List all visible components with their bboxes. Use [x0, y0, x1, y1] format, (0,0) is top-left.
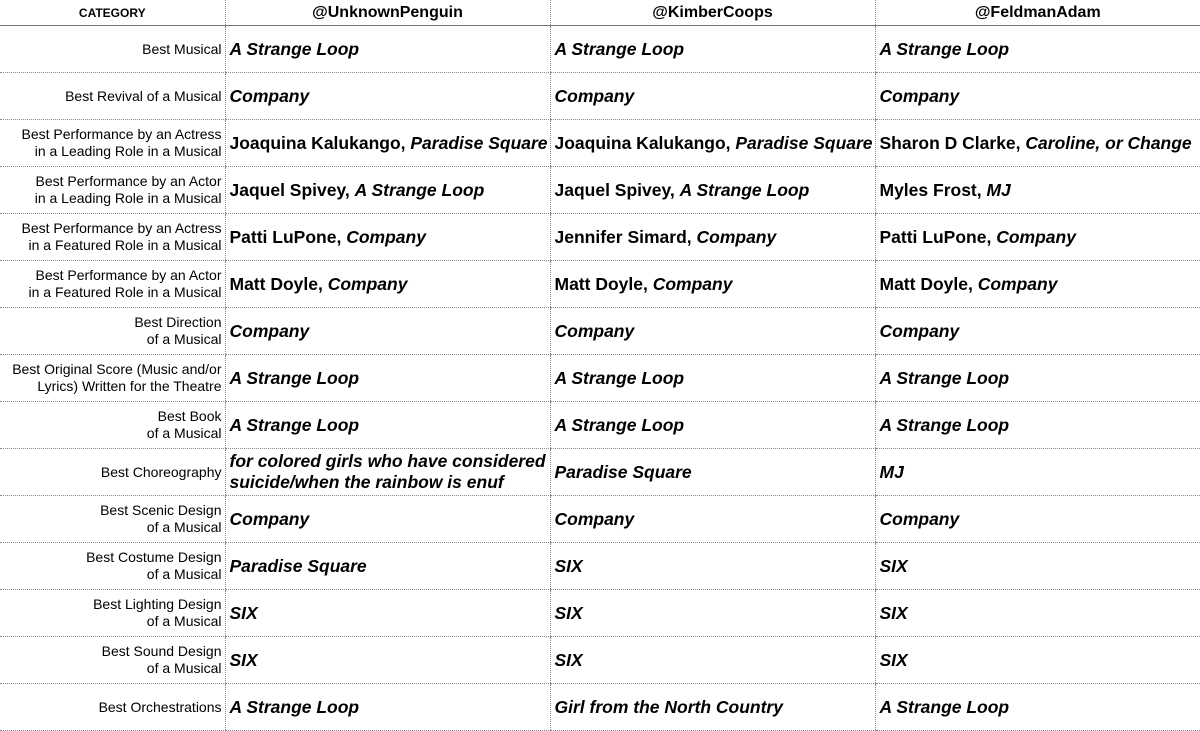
show-title: Company: [696, 226, 777, 247]
show-title: Company: [879, 85, 960, 106]
show-title: A Strange Loop: [554, 38, 685, 59]
show-title: Company: [996, 226, 1076, 247]
show-title: Company: [652, 273, 733, 294]
prediction-cell: [225, 402, 550, 449]
prediction-cell: [875, 261, 1200, 308]
show-title: Paradise Square: [229, 555, 367, 576]
prediction-cell: [875, 449, 1200, 496]
category-label-line: of a Musical: [146, 660, 222, 676]
show-title: SIX: [229, 649, 258, 670]
prediction-cell: [875, 73, 1200, 120]
prediction-cell: [550, 402, 875, 449]
category-label-line: Best Direction: [134, 314, 222, 330]
show-title: A Strange Loop: [879, 38, 1010, 59]
column-header-predictor-2: @KimberCoops: [550, 0, 875, 26]
category-cell: [0, 355, 225, 402]
category-cell: [0, 496, 225, 543]
nominee-name: Matt Doyle,: [879, 273, 978, 294]
prediction-cell: [550, 120, 875, 167]
prediction-cell: [875, 543, 1200, 590]
show-title: A Strange Loop: [879, 696, 1010, 717]
table-row: [0, 214, 1200, 261]
show-title: A Strange Loop: [879, 367, 1010, 388]
prediction-cell: [875, 496, 1200, 543]
category-cell: [0, 590, 225, 637]
prediction-cell: [550, 543, 875, 590]
prediction-cell: [875, 26, 1200, 73]
show-title: Company: [554, 85, 635, 106]
nominee-name: Matt Doyle,: [229, 273, 328, 294]
prediction-cell: [550, 308, 875, 355]
category-label-line: Best Lighting Design: [93, 596, 222, 612]
header-row: [0, 0, 1200, 26]
category-cell: [0, 402, 225, 449]
prediction-cell: [550, 167, 875, 214]
category-label-line: in a Leading Role in a Musical: [34, 143, 222, 159]
category-label-line: Best Performance by an Actress: [21, 126, 222, 142]
category-label-line: Best Costume Design: [86, 549, 222, 565]
show-title: Company: [977, 273, 1058, 294]
category-cell: [0, 261, 225, 308]
show-title: A Strange Loop: [554, 414, 685, 435]
prediction-cell: [875, 120, 1200, 167]
show-title: MJ: [879, 461, 904, 482]
show-title: MJ: [986, 179, 1011, 200]
category-label-line: in a Featured Role in a Musical: [28, 237, 222, 253]
nominee-name: Jaquel Spivey,: [554, 179, 680, 200]
category-cell: [0, 120, 225, 167]
table-row: [0, 26, 1200, 73]
table-row: [0, 120, 1200, 167]
category-cell: [0, 308, 225, 355]
category-label-line: Best Original Score (Music and/or: [12, 361, 222, 377]
category-cell: [0, 214, 225, 261]
table-body: [0, 26, 1200, 731]
prediction-cell: [550, 590, 875, 637]
prediction-cell: [550, 214, 875, 261]
category-cell: [0, 684, 225, 731]
category-label-line: Best Orchestrations: [98, 698, 222, 715]
category-label-line: Best Choreography: [100, 463, 222, 480]
show-title: SIX: [879, 649, 908, 670]
column-header-predictor-1: @UnknownPenguin: [225, 0, 550, 26]
show-title: A Strange Loop: [354, 179, 485, 200]
table-row: [0, 590, 1200, 637]
table-row: [0, 402, 1200, 449]
show-title: Company: [327, 273, 408, 294]
show-title: Company: [229, 320, 310, 341]
category-label-line: in a Featured Role in a Musical: [28, 284, 222, 300]
prediction-cell: [875, 167, 1200, 214]
show-title: Paradise Square: [735, 132, 873, 153]
table-row: [0, 496, 1200, 543]
prediction-cell: [225, 73, 550, 120]
nominee-name: Myles Frost,: [879, 179, 987, 200]
show-title: Company: [554, 320, 635, 341]
category-label-line: Lyrics) Written for the Theatre: [37, 378, 222, 394]
show-title: Company: [346, 226, 426, 247]
show-title: A Strange Loop: [229, 38, 360, 59]
prediction-cell: [225, 590, 550, 637]
prediction-cell: [225, 637, 550, 684]
show-title: A Strange Loop: [554, 367, 685, 388]
prediction-cell: [550, 261, 875, 308]
table-row: [0, 543, 1200, 590]
prediction-cell: [550, 684, 875, 731]
show-title: Paradise Square: [554, 461, 692, 482]
category-label-line: Best Book: [157, 408, 222, 424]
nominee-name: Joaquina Kalukango,: [229, 132, 411, 153]
show-title: SIX: [554, 649, 583, 670]
show-title: A Strange Loop: [229, 367, 360, 388]
show-title: for colored girls who have considered suicide/when the rainbow is enuf: [229, 451, 546, 492]
prediction-cell: [550, 73, 875, 120]
category-label-line: Best Performance by an Actress: [21, 220, 222, 236]
table-row: [0, 167, 1200, 214]
show-title: SIX: [879, 555, 908, 576]
prediction-cell: [875, 684, 1200, 731]
table-row: [0, 637, 1200, 684]
prediction-cell: [875, 402, 1200, 449]
prediction-cell: [225, 684, 550, 731]
prediction-cell: [875, 308, 1200, 355]
prediction-cell: [550, 637, 875, 684]
prediction-cell: [875, 590, 1200, 637]
prediction-cell: [225, 26, 550, 73]
category-label-line: of a Musical: [146, 331, 222, 347]
category-cell: [0, 637, 225, 684]
prediction-cell: [550, 496, 875, 543]
category-cell: [0, 543, 225, 590]
prediction-cell: [225, 496, 550, 543]
nominee-name: Patti LuPone,: [879, 226, 997, 247]
category-label-line: of a Musical: [146, 566, 222, 582]
category-cell: [0, 26, 225, 73]
prediction-cell: [225, 308, 550, 355]
show-title: Paradise Square: [410, 132, 548, 153]
category-cell: [0, 73, 225, 120]
prediction-cell: [550, 449, 875, 496]
prediction-cell: [225, 449, 550, 496]
show-title: Company: [229, 508, 310, 529]
column-header-predictor-3: @FeldmanAdam: [875, 0, 1200, 26]
nominee-name: Sharon D Clarke,: [879, 132, 1026, 153]
prediction-cell: [225, 167, 550, 214]
show-title: Girl from the North Country: [554, 696, 783, 717]
table-row: [0, 355, 1200, 402]
table-row: [0, 261, 1200, 308]
table-row: [0, 449, 1200, 496]
category-cell: [0, 167, 225, 214]
category-label-line: in a Leading Role in a Musical: [34, 190, 222, 206]
prediction-cell: [875, 214, 1200, 261]
category-label-line: Best Performance by an Actor: [35, 173, 222, 189]
prediction-cell: [875, 637, 1200, 684]
prediction-cell: [550, 26, 875, 73]
show-title: Company: [879, 320, 960, 341]
category-label-line: Best Scenic Design: [100, 502, 222, 518]
prediction-cell: [550, 355, 875, 402]
category-label-line: Best Performance by an Actor: [35, 267, 222, 283]
nominee-name: Matt Doyle,: [554, 273, 653, 294]
nominee-name: Joaquina Kalukango,: [554, 132, 736, 153]
prediction-cell: [225, 120, 550, 167]
nominee-name: Jaquel Spivey,: [229, 179, 355, 200]
show-title: SIX: [229, 602, 258, 623]
category-label-line: of a Musical: [146, 613, 222, 629]
show-title: A Strange Loop: [679, 179, 810, 200]
category-cell: [0, 449, 225, 496]
show-title: SIX: [879, 602, 908, 623]
prediction-cell: [225, 543, 550, 590]
show-title: Company: [554, 508, 635, 529]
table-header: [0, 0, 1200, 26]
show-title: Company: [229, 85, 310, 106]
show-title: A Strange Loop: [229, 414, 360, 435]
table-row: [0, 73, 1200, 120]
show-title: Caroline, or Change: [1025, 132, 1192, 153]
table-row: [0, 684, 1200, 731]
prediction-cell: [875, 355, 1200, 402]
category-label-line: Best Revival of a Musical: [65, 87, 222, 104]
nominee-name: Patti LuPone,: [229, 226, 347, 247]
column-header-category: CATEGORY: [0, 0, 225, 26]
show-title: SIX: [554, 602, 583, 623]
show-title: A Strange Loop: [229, 696, 360, 717]
category-label-line: Best Musical: [142, 40, 222, 57]
nominee-name: Jennifer Simard,: [554, 226, 697, 247]
prediction-cell: [225, 214, 550, 261]
show-title: Company: [879, 508, 960, 529]
show-title: SIX: [554, 555, 583, 576]
category-label-line: of a Musical: [146, 519, 222, 535]
prediction-cell: [225, 355, 550, 402]
category-label-line: Best Sound Design: [101, 643, 222, 659]
prediction-cell: [225, 261, 550, 308]
category-label-line: of a Musical: [146, 425, 222, 441]
show-title: A Strange Loop: [879, 414, 1010, 435]
table-row: [0, 308, 1200, 355]
